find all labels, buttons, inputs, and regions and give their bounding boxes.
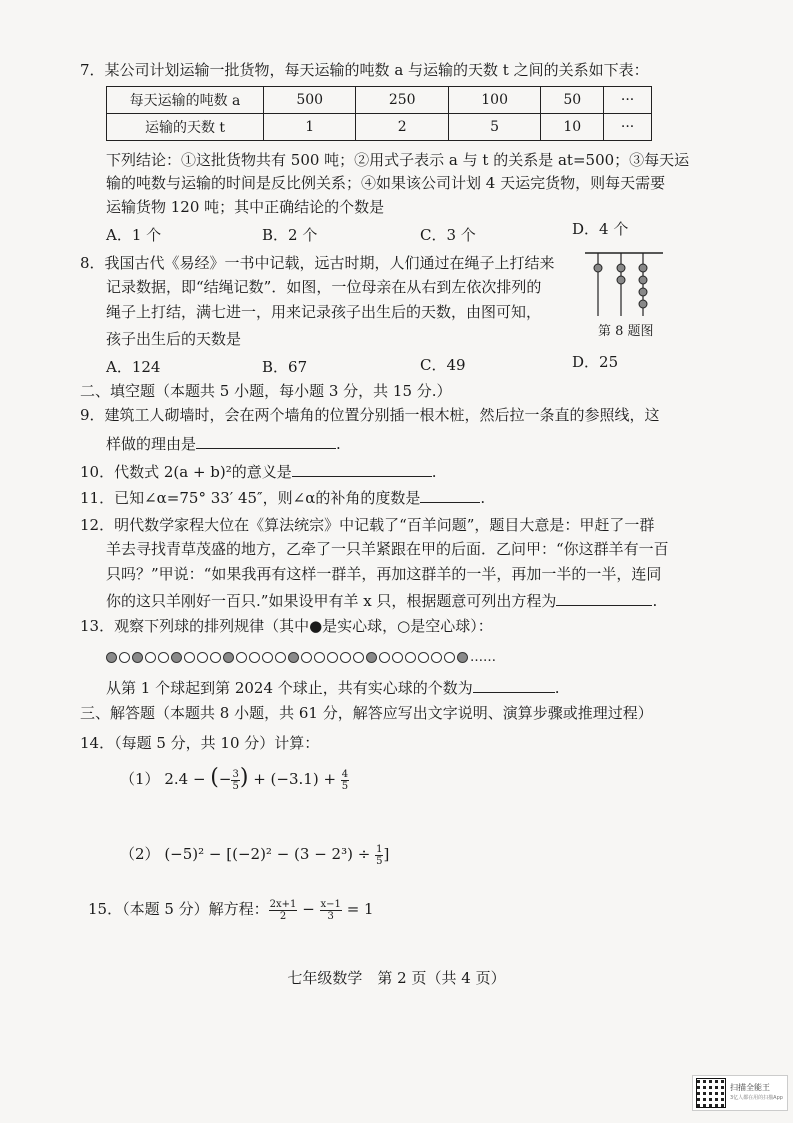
q12-line2: 羊去寻找青草茂盛的地方，乙牵了一只羊紧跟在甲的后面．乙问甲：“你这群羊有一百 — [106, 540, 669, 558]
q14-part1-frac1 — [231, 769, 239, 792]
q13-line2: 从第 1 个球起到第 2024 个球止，共有实心球的个数为 . — [106, 676, 560, 698]
frac-denominator: 5 — [376, 855, 383, 867]
q11-text: 11．已知∠α=75° 33′ 45″，则∠α的补角的度数是 — [80, 489, 421, 507]
q7-cell: 5 — [448, 114, 540, 141]
q13-line2-text: 从第 1 个球起到第 2024 个球止，共有实心球的个数为 — [106, 679, 473, 697]
q7-cell: 100 — [448, 87, 540, 114]
watermark-subtitle: 3亿人都在用的扫描App — [730, 1095, 783, 1101]
ellipsis: …… — [470, 650, 496, 665]
q9-line2-text: 样做的理由是 — [106, 435, 197, 453]
frac-numerator: 3 — [232, 768, 239, 780]
q14-part2-expr-b: ] — [383, 845, 390, 863]
q7-line4: 运输货物 120 吨；其中正确结论的个数是 — [106, 198, 385, 216]
q7-cell: 10 — [541, 114, 604, 141]
q7-option-d: D．4 个 — [572, 220, 629, 238]
hollow-ball — [275, 652, 286, 663]
watermark-text — [730, 1083, 783, 1103]
q15-frac2 — [320, 899, 342, 922]
table-row — [107, 114, 652, 141]
knot — [617, 276, 625, 284]
q15-rhs: = 1 — [341, 900, 374, 918]
q14-part2-expr-a: (−5)² − [(−2)² − (3 − 2³) ÷ — [164, 845, 376, 863]
frac-numerator: x−1 — [320, 898, 341, 910]
solid-ball — [366, 652, 377, 663]
hollow-ball — [197, 652, 208, 663]
q10-answer-blank[interactable] — [292, 460, 432, 477]
solid-ball — [457, 652, 468, 663]
q9-answer-blank[interactable] — [196, 432, 336, 449]
q8-line3: 绳子上打结，满七进一，用来记录孩子出生后的天数，由图可知， — [106, 303, 542, 321]
q10-expression: 2(a + b)² — [163, 463, 232, 481]
q15-minus: − — [297, 900, 320, 918]
q7-cell: 2 — [356, 114, 448, 141]
hollow-ball — [184, 652, 195, 663]
q12-line3: 只吗？”甲说：“如果我再有这样一群羊，再加这群羊的一半，再加一半的一半，连同 — [106, 565, 662, 583]
q15-frac1 — [269, 899, 298, 922]
q10-line: 10．代数式 2(a + b)²的意义是 . — [80, 460, 437, 482]
q7-line2: 下列结论：①这批货物共有 500 吨；②用式子表示 a 与 t 的关系是 at=500；③每天运 — [106, 151, 690, 169]
q14-part1-label: （1） — [120, 770, 160, 788]
q8-line1: 8．我国古代《易经》一书中记载，远古时期，人们通过在绳子上打结来 — [80, 254, 555, 272]
hollow-ball — [392, 652, 403, 663]
section-2-title: 二、填空题（本题共 5 小题，每小题 3 分，共 15 分.） — [80, 382, 452, 400]
q8-option-c: C．49 — [420, 356, 466, 374]
q7-line1: 7．某公司计划运输一批货物，每天运输的吨数 a 与运输的天数 t 之间的关系如下表： — [80, 61, 649, 79]
hollow-ball — [431, 652, 442, 663]
q7-cell: ··· — [604, 87, 652, 114]
q7-cell: ··· — [604, 114, 652, 141]
q8-option-d: D．25 — [572, 353, 619, 371]
q9-line1: 9．建筑工人砌墙时，会在两个墙角的位置分别插一根木桩，然后拉一条直的参照线，这 — [80, 406, 660, 424]
q7-row1-head: 每天运输的吨数 a — [107, 87, 264, 114]
knot — [639, 300, 647, 308]
q7-option-c: C．3 个 — [420, 226, 476, 244]
solid-ball — [288, 652, 299, 663]
q15-line — [88, 896, 374, 922]
solid-ball — [171, 652, 182, 663]
knot — [617, 264, 625, 272]
q13-line1: 13．观察下列球的排列规律（其中●是实心球，○是空心球）： — [80, 617, 493, 635]
q14-head: 14．（每题 5 分，共 10 分）计算： — [80, 734, 320, 752]
q12-line4: 你的这只羊刚好一百只.”如果设甲有羊 x 只，根据题意可列出方程为 . — [106, 589, 657, 611]
frac-numerator: 2x+1 — [269, 898, 297, 910]
q7-table — [106, 86, 652, 141]
q7-option-b: B．2 个 — [262, 226, 318, 244]
q7-cell: 500 — [264, 87, 356, 114]
frac-denominator: 5 — [341, 780, 349, 792]
q14-part2-label: （2） — [120, 845, 160, 863]
knot — [639, 276, 647, 284]
q13-ball-pattern — [106, 647, 496, 665]
hollow-ball — [327, 652, 338, 663]
hollow-ball — [314, 652, 325, 663]
hollow-ball — [418, 652, 429, 663]
q14-part1-frac2 — [341, 769, 349, 792]
hollow-ball — [236, 652, 247, 663]
q7-row2-head: 运输的天数 t — [107, 114, 264, 141]
hollow-ball — [249, 652, 260, 663]
hollow-ball — [379, 652, 390, 663]
q8-option-a: A．124 — [106, 358, 161, 376]
knot — [639, 264, 647, 272]
q7-option-a: A．1 个 — [106, 226, 162, 244]
table-row — [107, 87, 652, 114]
q10-suffix: 的意义是 — [231, 463, 292, 481]
q11-line: 11．已知∠α=75° 33′ 45″，则∠α的补角的度数是 . — [80, 486, 485, 508]
section-3-title: 三、解答题（本题共 8 小题，共 61 分，解答应写出文字说明、演算步骤或推理过程） — [80, 704, 653, 722]
hollow-ball — [444, 652, 455, 663]
frac-denominator: 5 — [232, 780, 239, 792]
hollow-ball — [405, 652, 416, 663]
knot — [594, 264, 602, 272]
q12-line4-text: 你的这只羊刚好一百只.”如果设甲有羊 x 只，根据题意可列出方程为 — [106, 592, 557, 610]
page-footer: 七年级数学 第 2 页（共 4 页） — [287, 969, 506, 987]
frac-denominator: 2 — [279, 910, 287, 922]
q8-line2: 记录数据，即“结绳记数”．如图，一位母亲在从右到左依次排列的 — [106, 278, 542, 296]
q11-answer-blank[interactable] — [420, 486, 480, 503]
q12-answer-blank[interactable] — [556, 589, 652, 606]
q9-line2: 样做的理由是 . — [106, 432, 341, 454]
q14-part1-expr-a: 2.4 − — [164, 770, 211, 788]
solid-ball — [223, 652, 234, 663]
hollow-ball — [353, 652, 364, 663]
frac-numerator: 4 — [341, 768, 349, 780]
hollow-ball — [158, 652, 169, 663]
hollow-ball — [340, 652, 351, 663]
qr-code-icon — [696, 1078, 726, 1108]
q8-line4: 孩子出生后的天数是 — [106, 330, 242, 348]
scanner-watermark — [692, 1075, 788, 1111]
hollow-ball — [210, 652, 221, 663]
q8-option-b: B．67 — [262, 358, 308, 376]
hollow-ball — [262, 652, 273, 663]
q13-answer-blank[interactable] — [473, 676, 555, 693]
frac-numerator: 1 — [376, 843, 383, 855]
q14-part1-expr-b: + (−3.1) + — [248, 770, 341, 788]
q7-line3: 输的吨数与运输的时间是反比例关系；④如果该公司计划 4 天运完货物，则每天需要 — [106, 174, 666, 192]
q12-line1: 12．明代数学家程大位在《算法统宗》中记载了“百羊问题”，题目大意是：甲赶了一群 — [80, 516, 655, 534]
watermark-title: 扫描全能王 — [730, 1083, 770, 1092]
q10-prefix: 10．代数式 — [80, 463, 164, 481]
q14-part2 — [120, 840, 389, 868]
solid-ball — [132, 652, 143, 663]
q15-head: 15．（本题 5 分）解方程： — [88, 900, 269, 918]
q7-cell: 50 — [541, 87, 604, 114]
hollow-ball — [145, 652, 156, 663]
hollow-ball — [301, 652, 312, 663]
knot — [639, 288, 647, 296]
q8-figure-caption: 第 8 题图 — [598, 324, 654, 339]
hollow-ball — [119, 652, 130, 663]
frac-denominator: 3 — [327, 910, 334, 922]
solid-ball — [106, 652, 117, 663]
q14-part1: （1） 2.4 − (− $\frac{3}{5}$ ) + (−3.1) + $\frac{4}{5}$ — [120, 765, 349, 792]
q7-cell: 1 — [264, 114, 356, 141]
q7-cell: 250 — [356, 87, 448, 114]
knot-rope-figure — [585, 248, 665, 320]
